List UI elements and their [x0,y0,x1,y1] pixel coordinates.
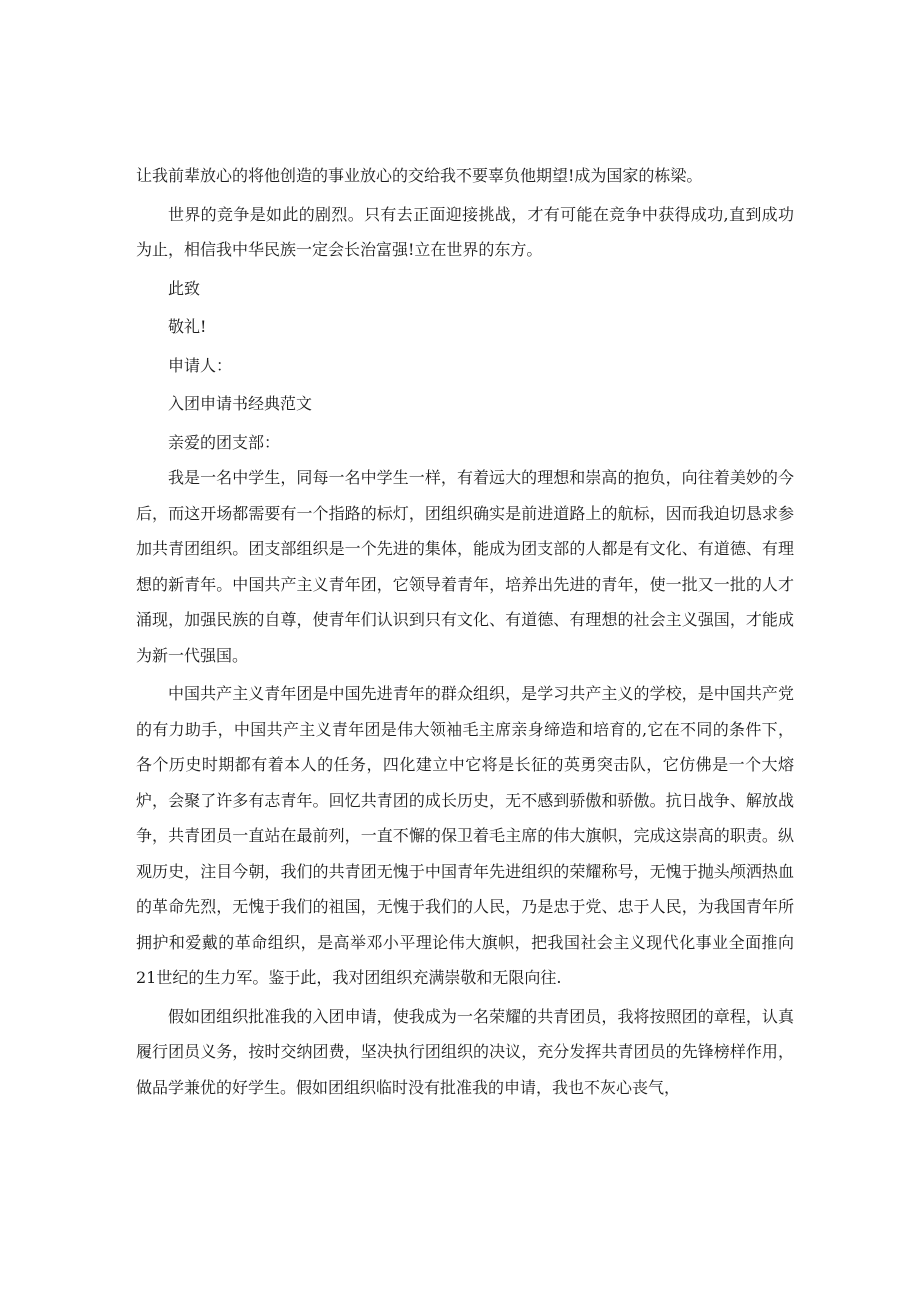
applicant-signature-label: 申请人： [168,355,233,375]
paragraph-continuation: 让我前辈放心的将他创造的事业放心的交给我不要辜负他期望!成为国家的栋梁。 [136,166,703,185]
paragraph-commitment: 假如团组织批准我的入团申请，使我成为一名荣耀的共青团员，我将按照团的章程，认真履行团员义务，按时交纳团费，坚决执行团组织的决议，充分发挥共青团员的先锋榜样作用，做品学兼优的好学生。假如团组织临时没有批准我的申请，我也不灰心丧气， [136,1006,794,1097]
paragraph-league-history: 中国共产主义青年团是中国先进青年的群众组织，是学习共产主义的学校，是中国共产党的有力助手，中国共产主义青年团是伟大领袖毛主席亲身缔造和培育的,它在不同的条件下，各个历史时期都有着本人的任务，四化建立中它将是长征的英勇突击队，它仿佛是一个大熔炉，会聚了许多有志青年。回忆共青团的成长历史，无不感到骄傲和骄傲。抗日战争、解放战争，共青团员一直站在最前列，一直不懈的保卫着毛主席的伟大旗帜，完成这崇高的职责。纵观历史，注目今朝，我们的共青团无愧于中国青年先进组织的荣耀称号，无愧于抛头颅洒热血的革命先烈，无愧于我们的祖国，无愧于我们的人民，乃是忠于党、忠于人民，为我国青年所拥护和爱戴的革命组织，是高举邓小平理论伟大旗帜，把我国社会主义现代化事业全面推向21世纪的生力军。鉴于此，我对团组织充满崇敬和无限向往. [136,684,794,987]
closing-salutation: 此致 [168,278,201,298]
document-body [136,158,794,1105]
section-title: 入团申请书经典范文 [168,394,313,413]
paragraph-introduction: 我是一名中学生，同每一名中学生一样，有着远大的理想和崇高的抱负，向往着美妙的今后，而这开场都需要有一个指路的标灯，团组织确实是前进道路上的航标，因而我迫切恳求参加共青团组织。团支部组织是一个先进的集体，能成为团支部的人都是有文化、有道德、有理想的新青年。中国共产主义青年团，它领导着青年，培养出先进的青年，使一批又一批的人才涌现，加强民族的自尊，使青年们认识到只有文化、有道德、有理想的社会主义强国，才能成为新一代强国。 [136,468,794,665]
letter-greeting: 亲爱的团支部： [168,432,281,452]
paragraph-competition: 世界的竞争是如此的剧烈。只有去正面迎接挑战，才有可能在竞争中获得成功,直到成功为止，相信我中华民族一定会长治富强!立在世界的东方。 [136,204,794,259]
closing-regards: 敬礼! [168,317,207,336]
